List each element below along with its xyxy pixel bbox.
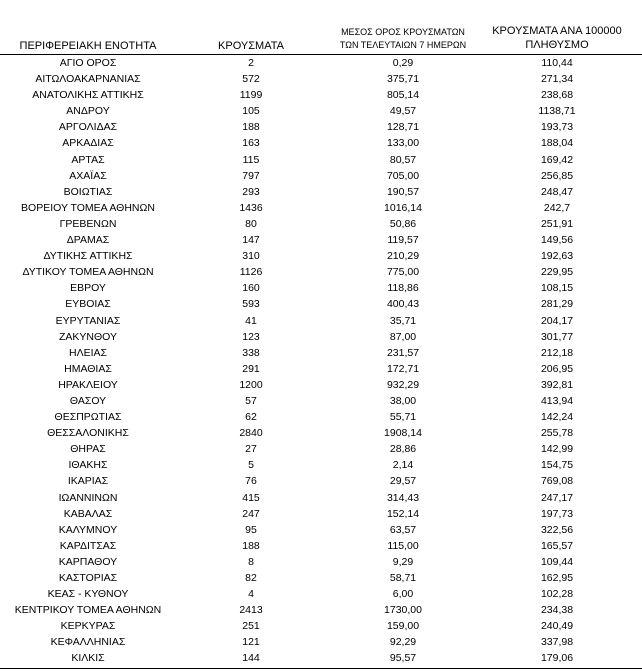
- table-row: [0, 135, 642, 151]
- cases-cell: 123: [242, 330, 260, 343]
- avg7-cell: 28,86: [389, 443, 417, 456]
- per100k-cell: 188,04: [540, 137, 574, 150]
- region-cell: ΑΡΤΑΣ: [71, 153, 105, 166]
- avg7-cell: 49,57: [389, 105, 417, 118]
- per100k-cell: 197,73: [540, 507, 574, 520]
- region-cell: ΙΘΑΚΗΣ: [68, 459, 108, 472]
- avg7-cell: 159,00: [386, 620, 420, 633]
- per100k-cell: 179,06: [540, 652, 574, 665]
- avg7-cell: 35,71: [389, 314, 417, 327]
- avg7-cell: 1730,00: [384, 604, 422, 617]
- avg7-cell: 50,86: [389, 217, 417, 230]
- region-cell: ΙΚΑΡΙΑΣ: [67, 475, 109, 488]
- region-cell: ΚΕΑΣ - ΚΥΘΝΟΥ: [47, 588, 129, 601]
- table-row: [0, 329, 642, 345]
- cases-cell: 163: [242, 137, 260, 150]
- cases-cell: 144: [242, 652, 260, 665]
- table-row: [0, 216, 642, 232]
- avg7-cell: 128,71: [386, 121, 420, 134]
- per100k-cell: 149,56: [540, 234, 574, 247]
- per100k-cell: 301,77: [540, 330, 574, 343]
- region-cell: ΔΥΤΙΚΟΥ ΤΟΜΕΑ ΑΘΗΝΩΝ: [22, 266, 154, 279]
- cases-cell: 338: [242, 346, 260, 359]
- table-row: [0, 490, 642, 506]
- table-row: [0, 506, 642, 522]
- avg7-cell: 119,57: [387, 234, 419, 247]
- avg7-cell: 118,86: [387, 282, 419, 295]
- avg7-cell: 133,00: [386, 137, 420, 150]
- cases-cell: 121: [242, 636, 260, 649]
- table-bottom-border: [0, 668, 642, 669]
- avg7-cell: 92,29: [389, 636, 417, 649]
- per100k-cell: 392,81: [540, 378, 574, 391]
- region-cell: ΚΕΡΚΥΡΑΣ: [60, 620, 116, 633]
- region-cell: ΑΡΚΑΔΙΑΣ: [62, 137, 114, 150]
- avg7-cell: 2,14: [392, 459, 414, 472]
- per100k-cell: 248,47: [540, 185, 574, 198]
- per100k-cell: 169,42: [540, 153, 574, 166]
- region-cell: ΒΟΙΩΤΙΑΣ: [63, 185, 113, 198]
- per100k-cell: 247,17: [540, 491, 574, 504]
- region-cell: ΚΙΛΚΙΣ: [71, 652, 105, 665]
- cases-cell: 41: [245, 314, 257, 327]
- per100k-cell: 204,17: [540, 314, 574, 327]
- region-cell: ΚΕΦΑΛΛΗΝΙΑΣ: [50, 636, 126, 649]
- avg7-cell: 80,57: [389, 153, 417, 166]
- region-cell: ΑΧΑΪΑΣ: [69, 169, 107, 182]
- per100k-cell: 165,57: [540, 539, 574, 552]
- table-row: [0, 538, 642, 554]
- region-cell: ΚΑΒΑΛΑΣ: [63, 507, 113, 520]
- cases-cell: 797: [242, 169, 260, 182]
- per100k-cell: 142,99: [540, 443, 574, 456]
- region-cell: ΙΩΑΝΝΙΝΩΝ: [58, 491, 118, 504]
- avg7-cell: 190,57: [386, 185, 420, 198]
- avg7-cell: 55,71: [389, 411, 417, 424]
- cases-cell: 95: [245, 523, 257, 536]
- avg7-cell: 95,57: [389, 652, 417, 665]
- avg7-cell: 375,71: [386, 73, 420, 86]
- region-cell: ΖΑΚΥΝΘΟΥ: [58, 330, 117, 343]
- avg7-cell: 172,71: [386, 362, 420, 375]
- header-region: ΠΕΡΙΦΕΡΕΙΑΚΗ ΕΝΟΤΗΤΑ: [19, 40, 157, 52]
- per100k-cell: 337,98: [540, 636, 574, 649]
- header-per100k-line1: ΚΡΟΥΣΜΑΤΑ ΑΝΑ 100000: [492, 25, 622, 37]
- per100k-cell: 162,95: [540, 572, 574, 584]
- avg7-cell: 9,29: [392, 555, 414, 568]
- avg7-cell: 932,29: [386, 378, 420, 391]
- region-cell: ΑΝΔΡΟΥ: [66, 105, 110, 118]
- per100k-cell: 238,68: [540, 89, 574, 102]
- table-row: [0, 377, 642, 393]
- table-row: [0, 313, 642, 329]
- region-cell: ΘΕΣΣΑΛΟΝΙΚΗΣ: [47, 427, 129, 440]
- table-row: [0, 393, 642, 409]
- header-avg7-line2: ΤΩΝ ΤΕΛΕΥΤΑΙΩΝ 7 ΗΜΕΡΩΝ: [339, 40, 467, 50]
- table-row: [0, 634, 642, 650]
- cases-cell: 5: [248, 459, 254, 472]
- per100k-cell: 234,38: [540, 604, 574, 617]
- region-cell: ΑΓΙΟ ΟΡΟΣ: [59, 57, 117, 69]
- avg7-cell: 6,00: [392, 588, 414, 601]
- avg7-cell: 63,57: [389, 523, 417, 536]
- region-cell: ΗΛΕΙΑΣ: [68, 346, 107, 359]
- header-avg7: [318, 26, 488, 52]
- per100k-cell: 212,18: [540, 346, 574, 359]
- table-row: [0, 280, 642, 296]
- avg7-cell: 314,43: [386, 491, 420, 504]
- table-row: [0, 119, 642, 135]
- table-row: [0, 248, 642, 264]
- table-row: [0, 55, 642, 71]
- header-cases: ΚΡΟΥΣΜΑΤΑ: [218, 40, 284, 52]
- per100k-cell: 255,78: [540, 427, 574, 440]
- region-cell: ΚΑΛΥΜΝΟΥ: [58, 523, 118, 536]
- per100k-cell: 271,34: [540, 73, 574, 86]
- cases-cell: 415: [242, 491, 260, 504]
- header-per100k: [484, 24, 630, 52]
- cases-cell: 291: [242, 362, 260, 375]
- cases-cell: 2840: [239, 427, 263, 440]
- per100k-cell: 229,95: [540, 266, 574, 279]
- region-cell: ΓΡΕΒΕΝΩΝ: [59, 217, 117, 230]
- avg7-cell: 1908,14: [384, 427, 422, 440]
- region-cell: ΔΥΤΙΚΗΣ ΑΤΤΙΚΗΣ: [43, 250, 133, 263]
- region-cell: ΚΑΣΤΟΡΙΑΣ: [58, 572, 118, 584]
- cases-cell: 2413: [239, 604, 263, 617]
- per100k-cell: 242,7: [543, 201, 571, 214]
- table-row: [0, 200, 642, 216]
- cases-cell: 27: [245, 443, 257, 456]
- cases-cell: 62: [245, 411, 257, 424]
- table-row: [0, 441, 642, 457]
- table-row: [0, 570, 642, 586]
- avg7-cell: 1016,14: [384, 201, 422, 214]
- region-cell: ΚΑΡΔΙΤΣΑΣ: [59, 539, 117, 552]
- data-table-body: [0, 55, 642, 667]
- cases-cell: 1436: [239, 201, 263, 214]
- table-row: [0, 425, 642, 441]
- cases-cell: 188: [242, 121, 260, 134]
- table-row: [0, 232, 642, 248]
- region-cell: ΚΕΝΤΡΙΚΟΥ ΤΟΜΕΑ ΑΘΗΝΩΝ: [14, 604, 162, 617]
- table-row: [0, 361, 642, 377]
- cases-cell: 8: [248, 555, 254, 568]
- avg7-cell: 115,00: [387, 539, 419, 552]
- cases-cell: 593: [242, 298, 260, 311]
- table-row: [0, 152, 642, 168]
- table-row: [0, 345, 642, 361]
- table-row: [0, 650, 642, 666]
- avg7-cell: 805,14: [386, 89, 420, 102]
- avg7-cell: 87,00: [389, 330, 417, 343]
- cases-cell: 1199: [239, 89, 263, 102]
- cases-cell: 310: [242, 250, 260, 263]
- avg7-cell: 400,43: [386, 298, 420, 311]
- region-cell: ΒΟΡΕΙΟΥ ΤΟΜΕΑ ΑΘΗΝΩΝ: [21, 201, 155, 214]
- per100k-cell: 322,56: [540, 523, 574, 536]
- per100k-cell: 413,94: [540, 394, 574, 407]
- cases-cell: 57: [245, 394, 257, 407]
- cases-cell: 80: [245, 217, 257, 230]
- table-row: [0, 296, 642, 312]
- cases-cell: 4: [248, 588, 254, 601]
- table-row: [0, 554, 642, 570]
- avg7-cell: 775,00: [386, 266, 420, 279]
- table-header: [0, 0, 642, 54]
- table-row: [0, 586, 642, 602]
- per100k-cell: 110,44: [541, 57, 573, 69]
- region-cell: ΗΡΑΚΛΕΙΟΥ: [58, 378, 118, 391]
- region-cell: ΕΒΡΟΥ: [70, 282, 106, 295]
- table-row: [0, 264, 642, 280]
- region-cell: ΕΥΡΥΤΑΝΙΑΣ: [55, 314, 121, 327]
- per100k-cell: 193,73: [540, 121, 574, 134]
- region-cell: ΑΙΤΩΛΟΑΚΑΡΝΑΝΙΑΣ: [35, 73, 141, 86]
- region-cell: ΔΡΑΜΑΣ: [66, 234, 110, 247]
- avg7-cell: 705,00: [386, 169, 420, 182]
- avg7-cell: 29,57: [389, 475, 417, 488]
- per100k-cell: 281,29: [540, 298, 574, 311]
- cases-cell: 147: [242, 234, 260, 247]
- per100k-cell: 102,28: [540, 588, 574, 601]
- region-cell: ΚΑΡΠΑΘΟΥ: [58, 555, 118, 568]
- cases-cell: 105: [242, 105, 260, 118]
- avg7-cell: 58,71: [389, 572, 417, 584]
- cases-cell: 251: [242, 620, 260, 633]
- table-row: [0, 457, 642, 473]
- per100k-cell: 108,15: [540, 282, 574, 295]
- per100k-cell: 251,91: [540, 217, 574, 230]
- cases-cell: 1126: [239, 266, 263, 279]
- table-row: [0, 618, 642, 634]
- table-row: [0, 103, 642, 119]
- region-cell: ΕΥΒΟΙΑΣ: [65, 298, 111, 311]
- per100k-cell: 769,08: [540, 475, 574, 488]
- cases-cell: 76: [245, 475, 257, 488]
- cases-cell: 572: [242, 73, 260, 86]
- cases-cell: 1200: [239, 378, 263, 391]
- header-per100k-line2: ΠΛΗΘΥΣΜΟ: [525, 39, 589, 51]
- avg7-cell: 152,14: [386, 507, 420, 520]
- per100k-cell: 109,44: [540, 555, 574, 568]
- cases-cell: 247: [242, 507, 260, 520]
- table-row: [0, 473, 642, 489]
- region-cell: ΗΜΑΘΙΑΣ: [64, 362, 112, 375]
- table-row: [0, 87, 642, 103]
- region-cell: ΘΗΡΑΣ: [70, 443, 106, 456]
- cases-cell: 82: [245, 572, 257, 584]
- table-row: [0, 168, 642, 184]
- avg7-cell: 0,29: [392, 57, 414, 69]
- region-cell: ΑΝΑΤΟΛΙΚΗΣ ΑΤΤΙΚΗΣ: [32, 89, 144, 102]
- cases-cell: 2: [248, 57, 254, 69]
- per100k-cell: 154,75: [540, 459, 574, 472]
- cases-cell: 188: [242, 539, 260, 552]
- per100k-cell: 240,49: [540, 620, 574, 633]
- per100k-cell: 192,63: [540, 250, 574, 263]
- avg7-cell: 210,29: [386, 250, 420, 263]
- cases-cell: 115: [242, 153, 260, 166]
- avg7-cell: 231,57: [386, 346, 420, 359]
- per100k-cell: 1138,71: [538, 105, 576, 118]
- table-row: [0, 409, 642, 425]
- per100k-cell: 206,95: [540, 362, 574, 375]
- table-row: [0, 522, 642, 538]
- header-avg7-line1: ΜΕΣΟΣ ΟΡΟΣ ΚΡΟΥΣΜΑΤΩΝ: [341, 27, 465, 37]
- table-row: [0, 602, 642, 618]
- region-cell: ΘΑΣΟΥ: [69, 394, 107, 407]
- cases-cell: 160: [242, 282, 260, 295]
- avg7-cell: 38,00: [389, 394, 417, 407]
- table-row: [0, 184, 642, 200]
- region-cell: ΘΕΣΠΡΩΤΙΑΣ: [54, 411, 122, 424]
- cases-cell: 293: [242, 185, 260, 198]
- per100k-cell: 142,24: [540, 411, 574, 424]
- per100k-cell: 256,85: [540, 169, 574, 182]
- table-row: [0, 71, 642, 87]
- region-cell: ΑΡΓΟΛΙΔΑΣ: [58, 121, 118, 134]
